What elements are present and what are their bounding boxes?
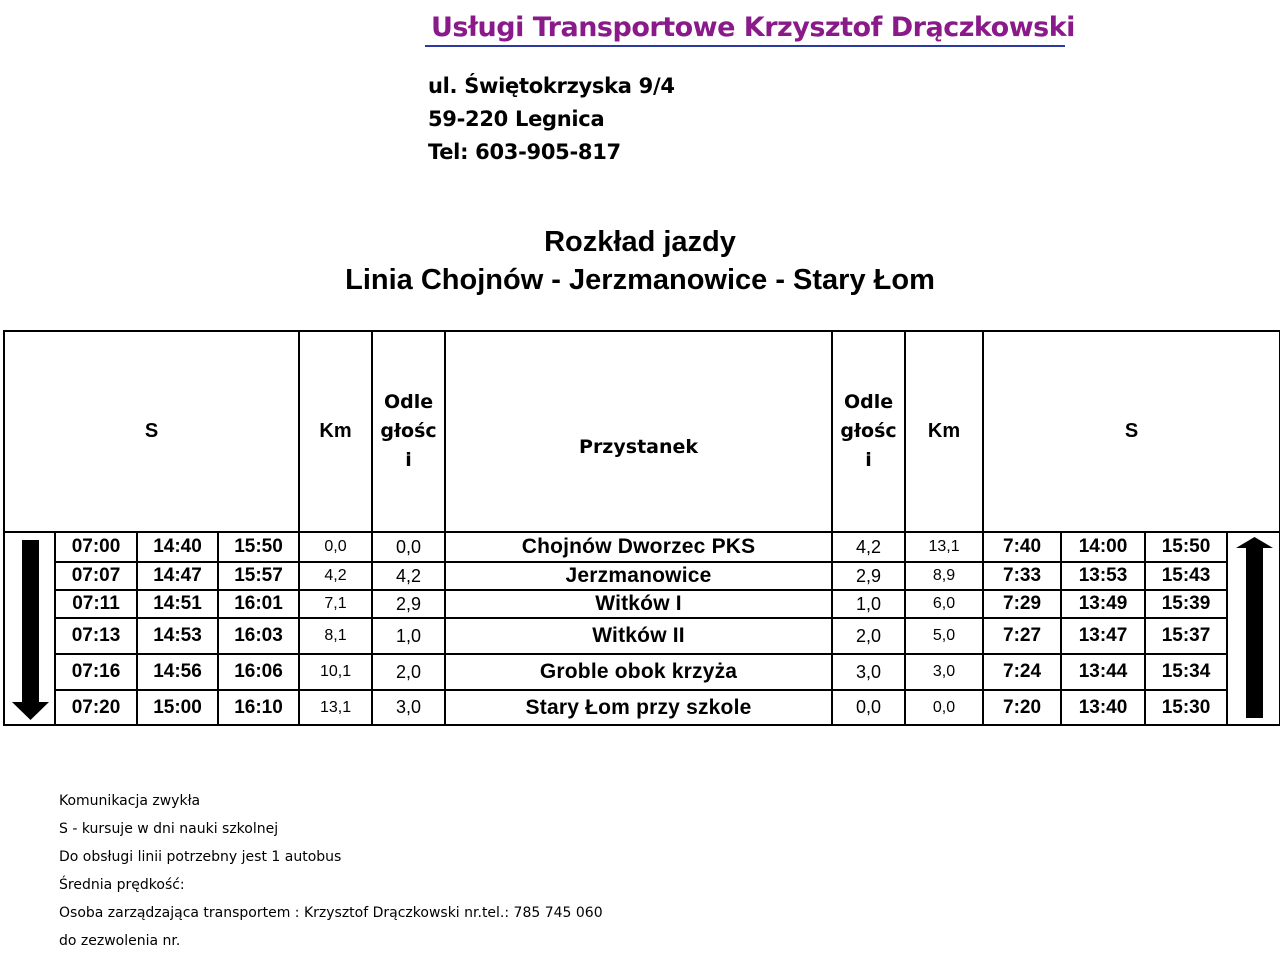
arrow-up-icon	[1228, 534, 1280, 724]
dep-time-3: 15:57	[218, 562, 299, 590]
stop-name: Jerzmanowice	[445, 562, 832, 590]
ret-time-1: 7:27	[983, 618, 1061, 654]
ret-time-3: 15:50	[1145, 532, 1227, 562]
distance-return: 2,0	[832, 618, 905, 654]
stop-name: Stary Łom przy szkole	[445, 690, 832, 725]
note-manager: Osoba zarządzająca transportem : Krzysztof Drączkowski nr.tel.: 785 745 060	[59, 905, 603, 921]
km: 0,0	[299, 532, 372, 562]
note-buses: Do obsługi linii potrzebny jest 1 autobus	[59, 849, 342, 865]
dep-time-2: 14:47	[137, 562, 218, 590]
header-km-left: Km	[299, 331, 372, 532]
table-row	[4, 532, 1280, 562]
timetable	[3, 330, 1280, 726]
dep-time-1: 07:00	[55, 532, 137, 562]
timetable-title: Rozkład jazdy	[544, 226, 736, 258]
stop-name: Witków I	[445, 590, 832, 618]
dep-time-1: 07:16	[55, 654, 137, 690]
ret-time-2: 13:44	[1061, 654, 1145, 690]
stop-name: Groble obok krzyża	[445, 654, 832, 690]
table-row	[4, 654, 1280, 690]
distance: 1,0	[372, 618, 445, 654]
header-row	[4, 331, 1280, 532]
distance: 2,0	[372, 654, 445, 690]
km: 13,1	[299, 690, 372, 725]
header-distance-right	[832, 331, 905, 532]
ret-time-2: 13:49	[1061, 590, 1145, 618]
ret-time-1: 7:24	[983, 654, 1061, 690]
table-row	[4, 618, 1280, 654]
footnotes	[59, 787, 603, 955]
dep-time-3: 16:10	[218, 690, 299, 725]
ret-time-1: 7:40	[983, 532, 1061, 562]
header-distance-left-text: Odległości	[380, 391, 437, 471]
ret-time-3: 15:39	[1145, 590, 1227, 618]
distance-return: 3,0	[832, 654, 905, 690]
ret-time-1: 7:20	[983, 690, 1061, 725]
km: 4,2	[299, 562, 372, 590]
header-stop	[445, 331, 832, 532]
dep-time-1: 07:13	[55, 618, 137, 654]
dep-time-2: 15:00	[137, 690, 218, 725]
dep-time-1: 07:11	[55, 590, 137, 618]
note-s-legend: S - kursuje w dni nauki szkolnej	[59, 821, 279, 837]
note-avg-speed: Średnia prędkość:	[59, 877, 185, 893]
km-return: 6,0	[905, 590, 983, 618]
ret-time-2: 14:00	[1061, 532, 1145, 562]
direction-up-cell	[1227, 532, 1280, 725]
ret-time-2: 13:47	[1061, 618, 1145, 654]
distance-return: 0,0	[832, 690, 905, 725]
company-name: Usługi Transportowe Krzysztof Drączkowski	[431, 12, 1075, 43]
address-city: 59-220 Legnica	[428, 107, 605, 131]
line-name: Linia Chojnów - Jerzmanowice - Stary Łom	[345, 264, 935, 296]
address-phone: Tel: 603-905-817	[428, 140, 621, 164]
company-underline	[425, 45, 1065, 47]
header-km-right: Km	[905, 331, 983, 532]
header-stop-text: Przystanek	[579, 435, 699, 458]
table-row	[4, 690, 1280, 725]
arrow-down-icon	[5, 534, 55, 724]
km-return: 0,0	[905, 690, 983, 725]
dep-time-2: 14:40	[137, 532, 218, 562]
dep-time-3: 16:06	[218, 654, 299, 690]
company-address	[428, 70, 675, 169]
distance: 4,2	[372, 562, 445, 590]
header-s-right: S	[983, 331, 1280, 532]
km: 8,1	[299, 618, 372, 654]
km-return: 8,9	[905, 562, 983, 590]
stop-name: Witków II	[445, 618, 832, 654]
ret-time-3: 15:37	[1145, 618, 1227, 654]
header-distance-right-text: Odległości	[840, 391, 897, 471]
direction-down-cell	[4, 532, 55, 725]
dep-time-2: 14:53	[137, 618, 218, 654]
table-row	[4, 590, 1280, 618]
header-distance-left	[372, 331, 445, 532]
km: 10,1	[299, 654, 372, 690]
distance: 2,9	[372, 590, 445, 618]
ret-time-3: 15:30	[1145, 690, 1227, 725]
dep-time-2: 14:56	[137, 654, 218, 690]
dep-time-3: 16:01	[218, 590, 299, 618]
distance-return: 4,2	[832, 532, 905, 562]
dep-time-3: 15:50	[218, 532, 299, 562]
distance-return: 1,0	[832, 590, 905, 618]
table-row	[4, 562, 1280, 590]
ret-time-1: 7:29	[983, 590, 1061, 618]
dep-time-2: 14:51	[137, 590, 218, 618]
km: 7,1	[299, 590, 372, 618]
ret-time-2: 13:40	[1061, 690, 1145, 725]
km-return: 13,1	[905, 532, 983, 562]
ret-time-3: 15:43	[1145, 562, 1227, 590]
dep-time-3: 16:03	[218, 618, 299, 654]
distance-return: 2,9	[832, 562, 905, 590]
km-return: 5,0	[905, 618, 983, 654]
dep-time-1: 07:07	[55, 562, 137, 590]
note-service-type: Komunikacja zwykła	[59, 793, 201, 809]
ret-time-2: 13:53	[1061, 562, 1145, 590]
ret-time-1: 7:33	[983, 562, 1061, 590]
km-return: 3,0	[905, 654, 983, 690]
ret-time-3: 15:34	[1145, 654, 1227, 690]
distance: 0,0	[372, 532, 445, 562]
address-street: ul. Świętokrzyska 9/4	[428, 74, 675, 98]
dep-time-1: 07:20	[55, 690, 137, 725]
header-s-left: S	[4, 331, 299, 532]
distance: 3,0	[372, 690, 445, 725]
note-permit: do zezwolenia nr.	[59, 933, 181, 949]
stop-name: Chojnów Dworzec PKS	[445, 532, 832, 562]
